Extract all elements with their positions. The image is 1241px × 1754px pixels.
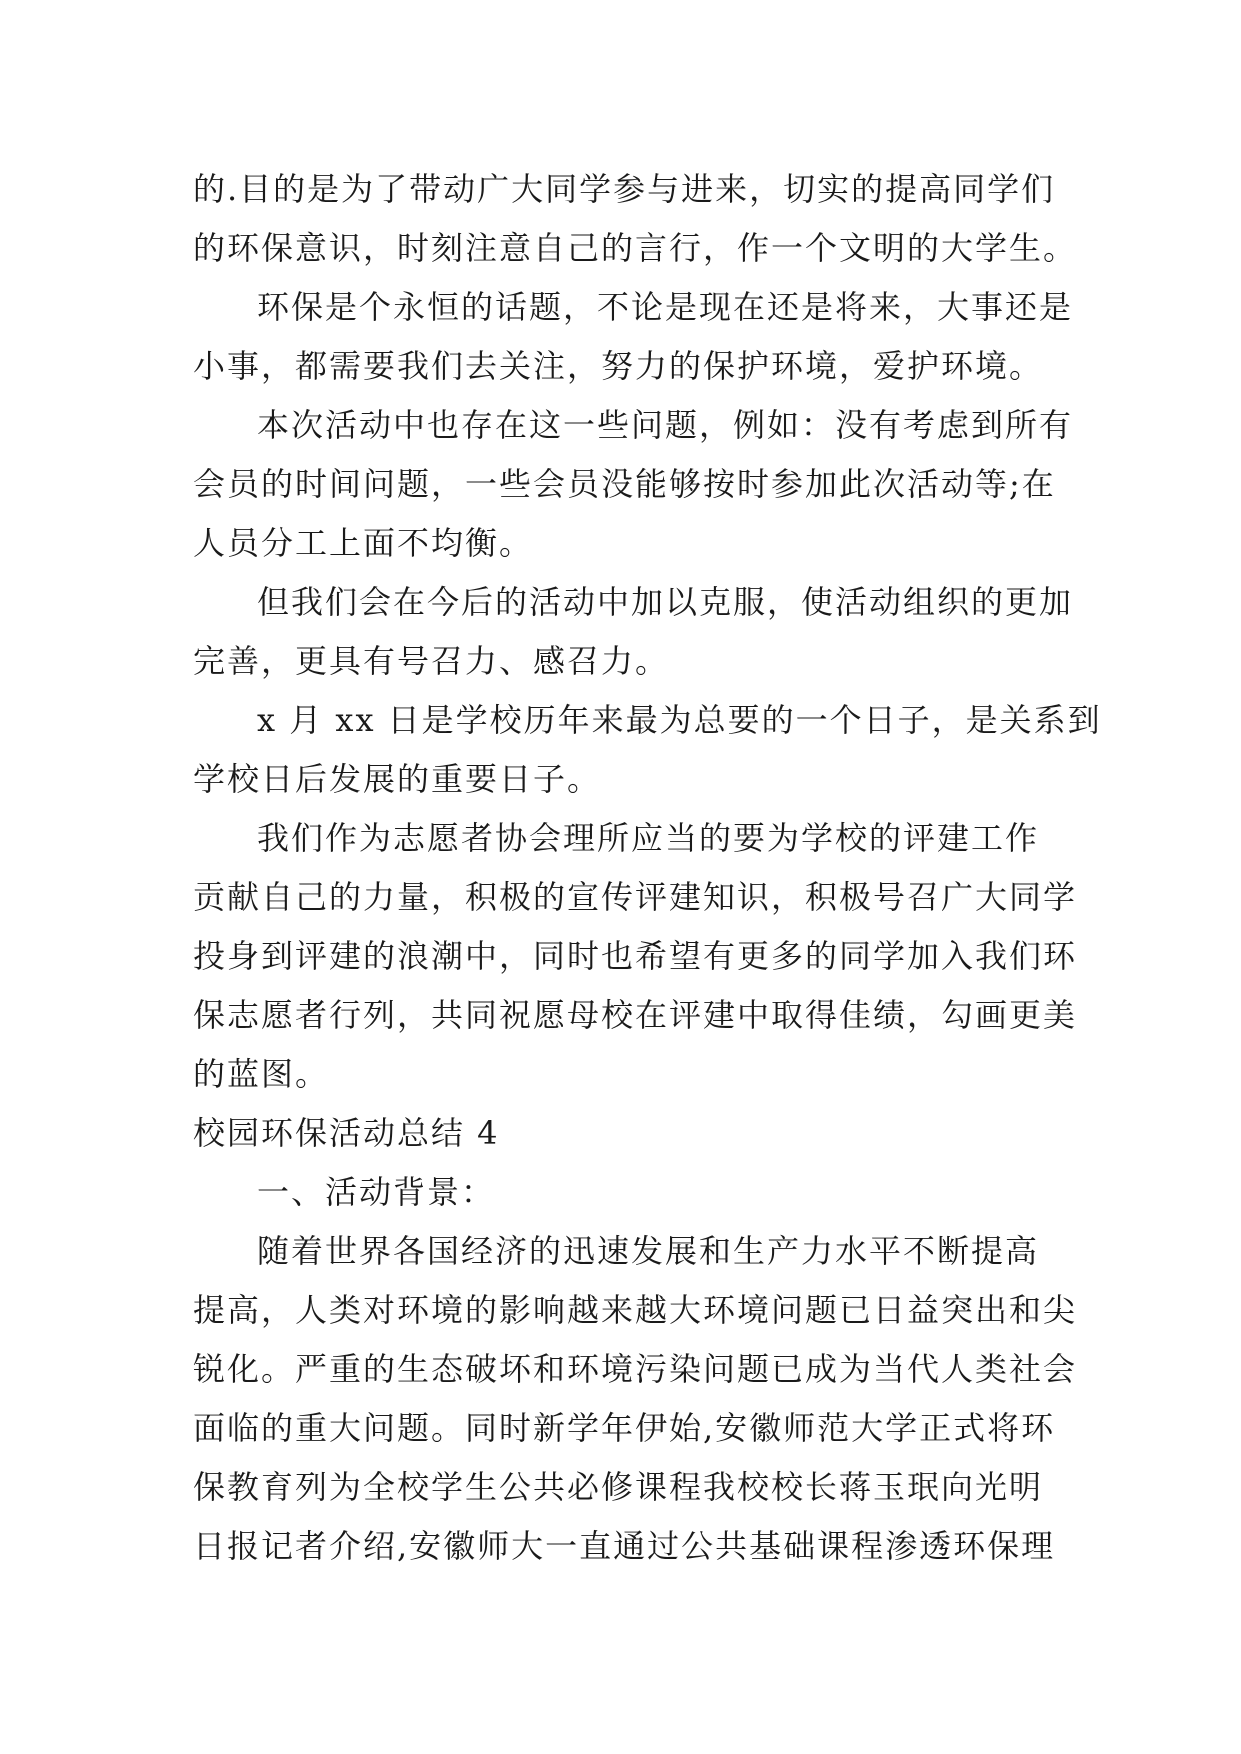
text-line: 提高，人类对环境的影响越来越大环境问题已日益突出和尖 — [193, 1291, 1078, 1329]
text-line: 贡献自己的力量，积极的宣传评建知识，积极号召广大同学 — [193, 878, 1078, 916]
paragraph-start-line: 环保是个永恒的话题，不论是现在还是将来，大事还是 — [257, 288, 1074, 326]
section-heading: 校园环保活动总结 4 — [193, 1114, 500, 1152]
paragraph-start-line: x 月 xx 日是学校历年来最为总要的一个日子，是关系到 — [257, 701, 1102, 739]
text-line: 保教育列为全校学生公共必修课程我校校长蒋玉珉向光明 — [193, 1468, 1044, 1506]
text-line: 日报记者介绍,安徽师大一直通过公共基础课程渗透环保理 — [193, 1527, 1056, 1565]
paragraph-start-line: 随着世界各国经济的迅速发展和生产力水平不断提高 — [257, 1232, 1040, 1270]
text-line: 小事，都需要我们去关注，努力的保护环境，爱护环境。 — [193, 347, 1044, 385]
paragraph-start-line: 但我们会在今后的活动中加以克服，使活动组织的更加 — [257, 583, 1074, 621]
text-line: 保志愿者行列，共同祝愿母校在评建中取得佳绩，勾画更美 — [193, 996, 1078, 1034]
text-line: 投身到评建的浪潮中，同时也希望有更多的同学加入我们环 — [193, 937, 1078, 975]
paragraph-start-line: 本次活动中也存在这一些问题，例如：没有考虑到所有 — [257, 406, 1074, 444]
text-line: 会员的时间问题，一些会员没能够按时参加此次活动等;在 — [193, 465, 1056, 503]
subsection-heading: 一、活动背景： — [257, 1173, 496, 1211]
text-line: 的蓝图。 — [193, 1055, 330, 1093]
text-line: 的.目的是为了带动广大同学参与进来，切实的提高同学们 — [193, 170, 1056, 208]
text-line: 的环保意识，时刻注意自己的言行，作一个文明的大学生。 — [193, 229, 1078, 267]
paragraph-start-line: 我们作为志愿者协会理所应当的要为学校的评建工作 — [257, 819, 1040, 857]
text-line: 人员分工上面不均衡。 — [193, 524, 534, 562]
document-body — [193, 160, 1102, 1576]
text-line: 学校日后发展的重要日子。 — [193, 760, 602, 798]
text-line: 完善，更具有号召力、感召力。 — [193, 642, 670, 680]
text-line: 锐化。严重的生态破坏和环境污染问题已成为当代人类社会 — [193, 1350, 1078, 1388]
text-line: 面临的重大问题。同时新学年伊始,安徽师范大学正式将环 — [193, 1409, 1056, 1447]
